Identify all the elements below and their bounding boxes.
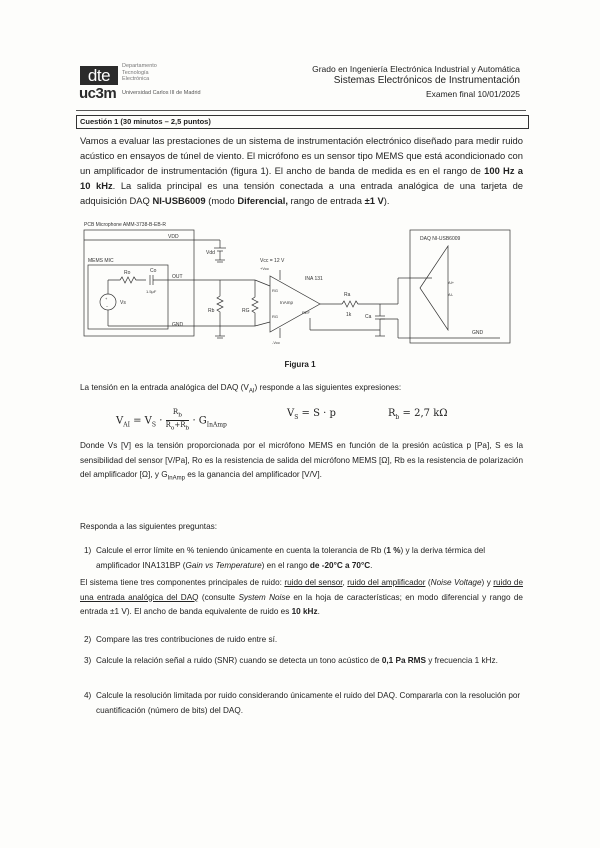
uc3m-logo: uc3m	[79, 85, 117, 102]
vcc-label: Vcc = 12 V	[260, 258, 285, 264]
noise-paragraph: El sistema tiene tres componentes principales de ruido: ruido del sensor, ruido del amplificador (Noise Voltage) y ruido de una entrada analógica del DAQ (consulte System Noise en la hoja de características; en modo diferencial y rango de entrada ±1 V). El ancho de banda equivalente de ruido es 10 kHz.	[80, 578, 524, 616]
rg-bot-pin: RG	[272, 314, 278, 319]
logo-dept-line: Departamento	[122, 63, 157, 69]
equation-vai: $V_{AI} = V_S$ · $\frac{R_b}{R_o+R_b}$ · $G_{InAmp}$	[116, 408, 227, 432]
question-4: 4) Calcule la resolución limitada por ruido considerando únicamente el ruido del DAQ. Compararla con la resolución por cuantificación (número de bits) del DAQ.	[84, 691, 521, 715]
question-number: 3)	[84, 656, 92, 665]
vcc-pin-label: +Vcc	[260, 266, 270, 271]
header-rule	[76, 110, 526, 111]
eq-intro: La tensión en la entrada analógica del DAQ $(V_{AI})$ responde a las siguientes expresiones:	[80, 383, 402, 395]
ai-minus-label: AI-	[448, 292, 454, 297]
definitions-paragraph: Donde Vs [V] es la tensión proporcionada por el micrófono MEMS en función de la presión acústica p [Pa], S es la sensibilidad del sensor [V/Pa], Ro es la resistencia de salida del micrófono MEMS [Ω], Rb es la resistencia de polarización del amplificador [Ω], y $G_{InAmp}$ es la ganancia del amplificador [V/V].	[80, 441, 524, 482]
equation-rb: $R_b = 2,7$ kΩ	[388, 408, 448, 421]
out-label: OUT	[172, 274, 183, 280]
question-number: 2)	[84, 635, 92, 644]
vdd-label: Vdd	[206, 250, 215, 256]
rb-fraction: $\frac{R_b}{R_o+R_b}$	[165, 408, 190, 432]
co-label: Co	[150, 268, 157, 274]
pcb-box	[84, 230, 194, 336]
vee-label: -Vcc	[272, 340, 280, 345]
gnd1-label: GND	[172, 322, 184, 328]
rg-left-label: RG	[242, 308, 250, 314]
question-2: 2) Compare las tres contribuciones de ruido entre sí.	[96, 633, 523, 648]
answer-intro: Responda a las siguientes preguntas:	[80, 522, 218, 531]
daq-diff-amp	[420, 246, 448, 330]
pcb-label: PCB Microphone AMM-3738-B-EB-R	[84, 222, 166, 228]
ro-resistor	[108, 277, 146, 283]
daq-box	[410, 230, 510, 343]
co-value: 1.5μF	[146, 289, 157, 294]
vdd-top-label: VDD	[168, 234, 179, 240]
university-name: Universidad Carlos III de Madrid	[122, 90, 201, 96]
mems-label: MEMS MIC	[88, 258, 114, 264]
ro-label: Ro	[124, 270, 131, 276]
ai-plus-label: AI+	[448, 280, 455, 285]
equation-vs: $V_S = S \cdot p$	[287, 408, 336, 421]
question-number: 1)	[84, 546, 92, 555]
logo-department-text	[122, 63, 157, 83]
gnd2-label: GND	[472, 330, 484, 336]
logo-dept-line: Tecnología	[122, 69, 149, 76]
svg-text:−: −	[106, 304, 109, 309]
inamp-label: InAmp	[280, 300, 294, 305]
ra-label: Ra	[344, 292, 351, 298]
circuit-diagram	[80, 218, 530, 353]
question-title: Cuestión 1 (30 minutos – 2,5 puntos)	[76, 115, 529, 129]
question-3: 3) Calcule la relación señal a ruido (SNR) cuando se detecta un tono acústico de 0,1 Pa RMS y frecuencia 1 kHz.	[96, 654, 523, 669]
intro-paragraph: Vamos a evaluar las prestaciones de un sistema de instrumentación electrónico diseñado para medir ruido acústico en ensayos de túnel de viento. El micrófono es un sensor tipo MEMS que está acondicionado con un amplificador de instrumentación (figura 1). El ancho de banda de medida es en el rango de 100 Hz a 10 kHz. La salida principal es una tensión conectada a una entrada analógica de una tarjeta de adquisición DAQ NI-USB6009 (modo Diferencial, rango de entrada ±1 V).	[80, 135, 523, 206]
svg-text:+: +	[105, 296, 108, 301]
vs-label: Vs	[120, 300, 126, 306]
ra-resistor	[342, 301, 380, 307]
rb-label: Rb	[208, 308, 215, 314]
rb-resistor	[217, 280, 223, 326]
question-number: 4)	[84, 691, 92, 700]
rg-resistor	[252, 292, 258, 318]
question-1: 1) Calcule el error límite en % teniendo únicamente en cuenta la tolerancia de Rb (1 %) y la deriva térmica del amplificador INA131BP (Gain vs Temperature) en el rango de -20°C a 70°C.	[84, 546, 486, 570]
ref-pin: REF	[302, 310, 310, 315]
rg-top-pin: RG	[272, 288, 278, 293]
inamp-triangle	[270, 276, 320, 332]
dte-logo: dte	[80, 66, 118, 85]
daq-label: DAQ NI-USB6009	[420, 236, 461, 242]
logo-dept-line: Electrónica	[122, 76, 150, 82]
ina-label: INA 131	[305, 276, 323, 282]
figure-caption: Figura 1	[284, 360, 316, 369]
ca-label: Ca	[365, 314, 372, 320]
course-title: Sistemas Electrónicos de Instrumentación	[333, 75, 520, 86]
exam-date: Examen final 10/01/2025	[425, 89, 520, 99]
ra-value: 1k	[346, 312, 352, 318]
degree-title: Grado en Ingeniería Electrónica Industrial y Automática	[312, 64, 520, 74]
